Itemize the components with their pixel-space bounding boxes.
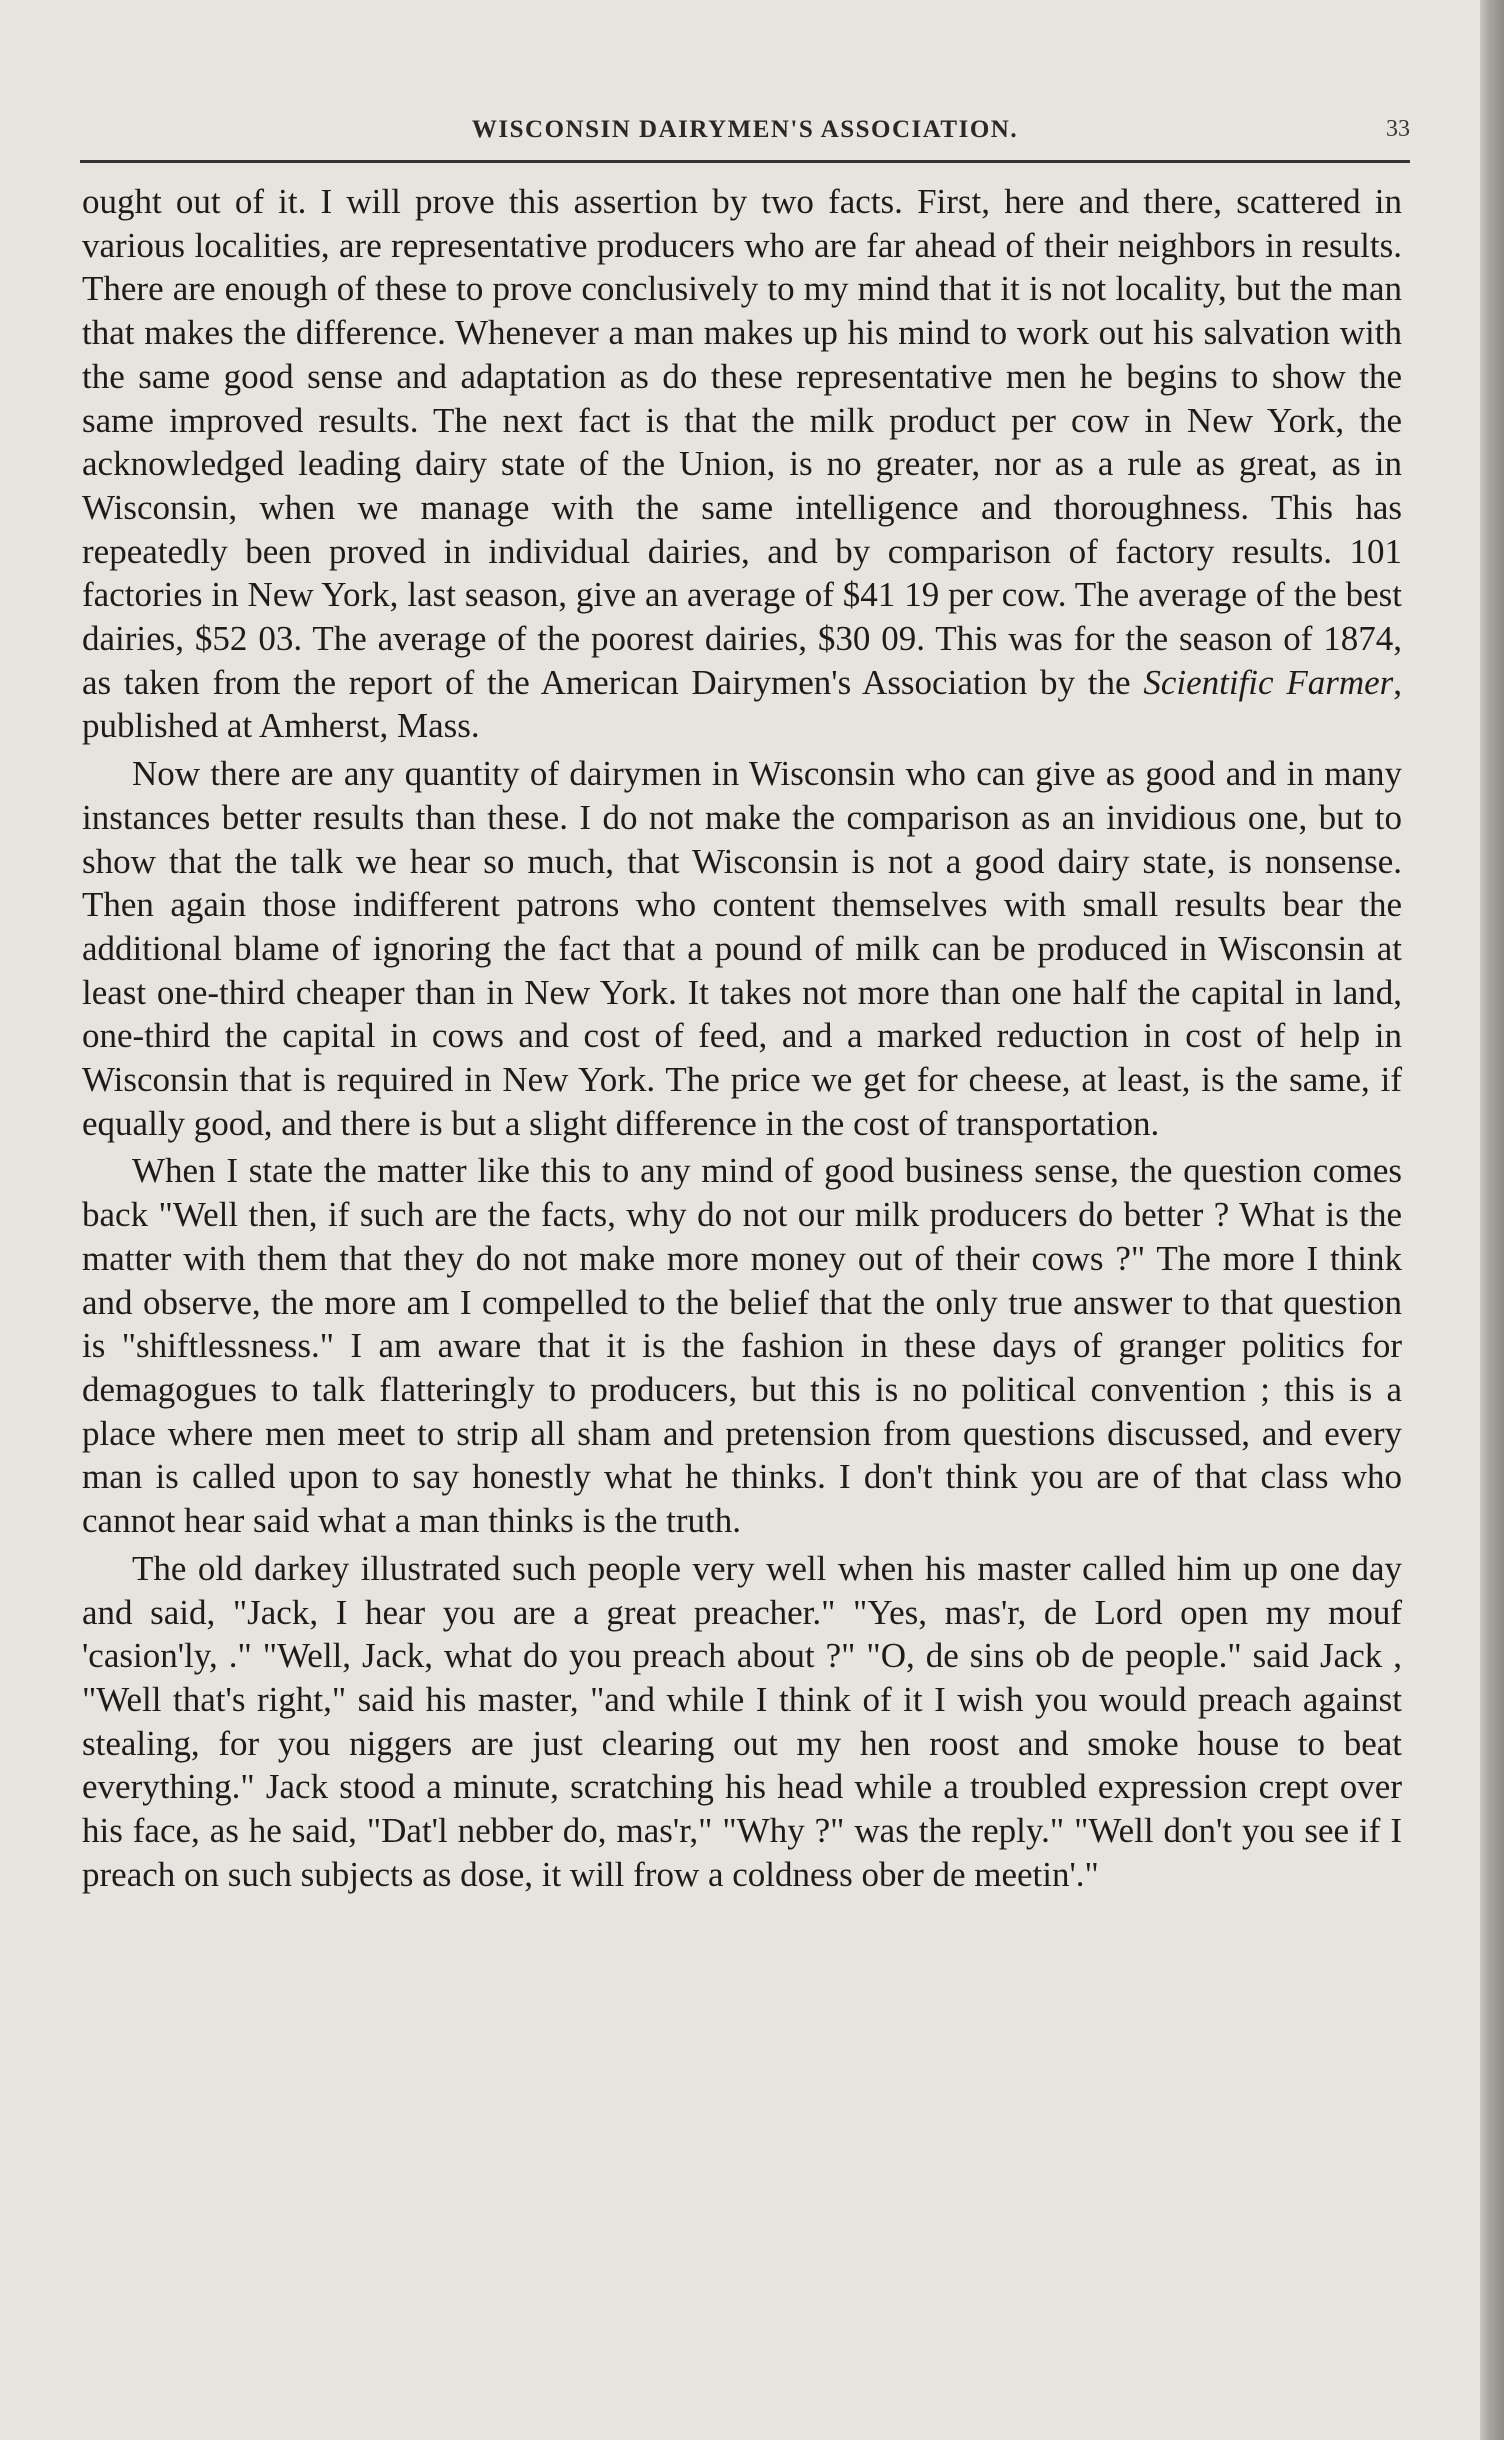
body-text [82, 180, 1402, 1896]
paragraph-4: The old darkey illustrated such people very well when his master called him up one day and said, "Jack, I hear you are a great preacher." "Yes, mas'r, de Lord open my mouf 'casion'ly, ." "Well, Jack, what do you preach about ?" "O, de sins ob de people." said Jack , "Well that's right," said his master, "and while I think of it I wish you would preach against stealing, for you niggers are just clearing out my hen roost and smoke house to beat everything." Jack stood a minute, scratching his head while a troubled expression crept over his face, as he said, "Dat'l nebber do, mas'r," "Why ?" was the reply." "Well don't you see if I preach on such subjects as dose, it will frow a coldness ober de meetin'." [82, 1548, 1402, 1894]
page-edge [1480, 0, 1504, 2440]
paragraph-3: When I state the matter like this to any mind of good business sense, the question comes back "Well then, if such are the facts, why do not our milk producers do better ? What is the matter with them that they do not make more money out of their cows ?" The more I think and observe, the more am I compelled to the belief that the only true answer to that question is "shiftlessness." I am aware that it is the fashion in these days of granger politics for demagogues to talk flatteringly to producers, but this is no political convention ; this is a place where men meet to strip all sham and pretension from questions discussed, and every man is called upon to say honestly what he thinks. I don't think you are of that class who cannot hear said what a man thinks is the truth. [82, 1151, 1402, 1541]
page-number: 33 [1386, 116, 1410, 142]
header-title: WISCONSIN DAIRYMEN'S ASSOCIATION. [471, 116, 1019, 143]
header-rule [80, 160, 1410, 163]
publication-title: Scientific Farmer [1143, 662, 1394, 702]
paragraph-2: Now there are any quantity of dairymen in Wisconsin who can give as good and in many instances better results than these. I do not make the comparison as an invidious one, but to show that the talk we hear so much, that Wisconsin is not a good dairy state, is nonsense. Then again those indifferent patrons who content themselves with small results bear the additional blame of ignoring the fact that a pound of milk can be produced in Wisconsin at least one-third cheaper than in New York. It takes not more than one half the capital in land, one-third the capital in cows and cost of feed, and a marked reduction in cost of help in Wisconsin that is required in New York. The price we get for cheese, at least, is the same, if equally good, and there is but a slight difference in the cost of transportation. [82, 754, 1402, 1143]
paragraph-1 [82, 180, 1402, 748]
paragraph-1-text: ought out of it. I will prove this assertion by two facts. First, here and there, scattered in various localities, are representative producers who are far ahead of their neighbors in results. There are enough of these to prove conclusively to my mind that it is not locality, but the man that makes the difference. Whenever a man makes up his mind to work out his salvation with the same good sense and adaptation as do these representative men he begins to show the same improved results. The next fact is that the milk product per cow in New York, the acknowledged leading dairy state of the Union, is no greater, nor as a rule as great, as in Wisconsin, when we manage with the same intelligence and thoroughness. This has repeatedly been proved in individual dairies, and by comparison of factory results. 101 factories in New York, last season, give an average of $41 19 per cow. The average of the best dairies, $52 03. The average of the poorest dairies, $30 09. This was for the season of 1874, as taken from the report of the American Dairymen's Association by the [82, 182, 1402, 702]
paragraph-1-end: , published at Amherst, Mass. [82, 662, 1403, 746]
running-header [80, 112, 1410, 156]
